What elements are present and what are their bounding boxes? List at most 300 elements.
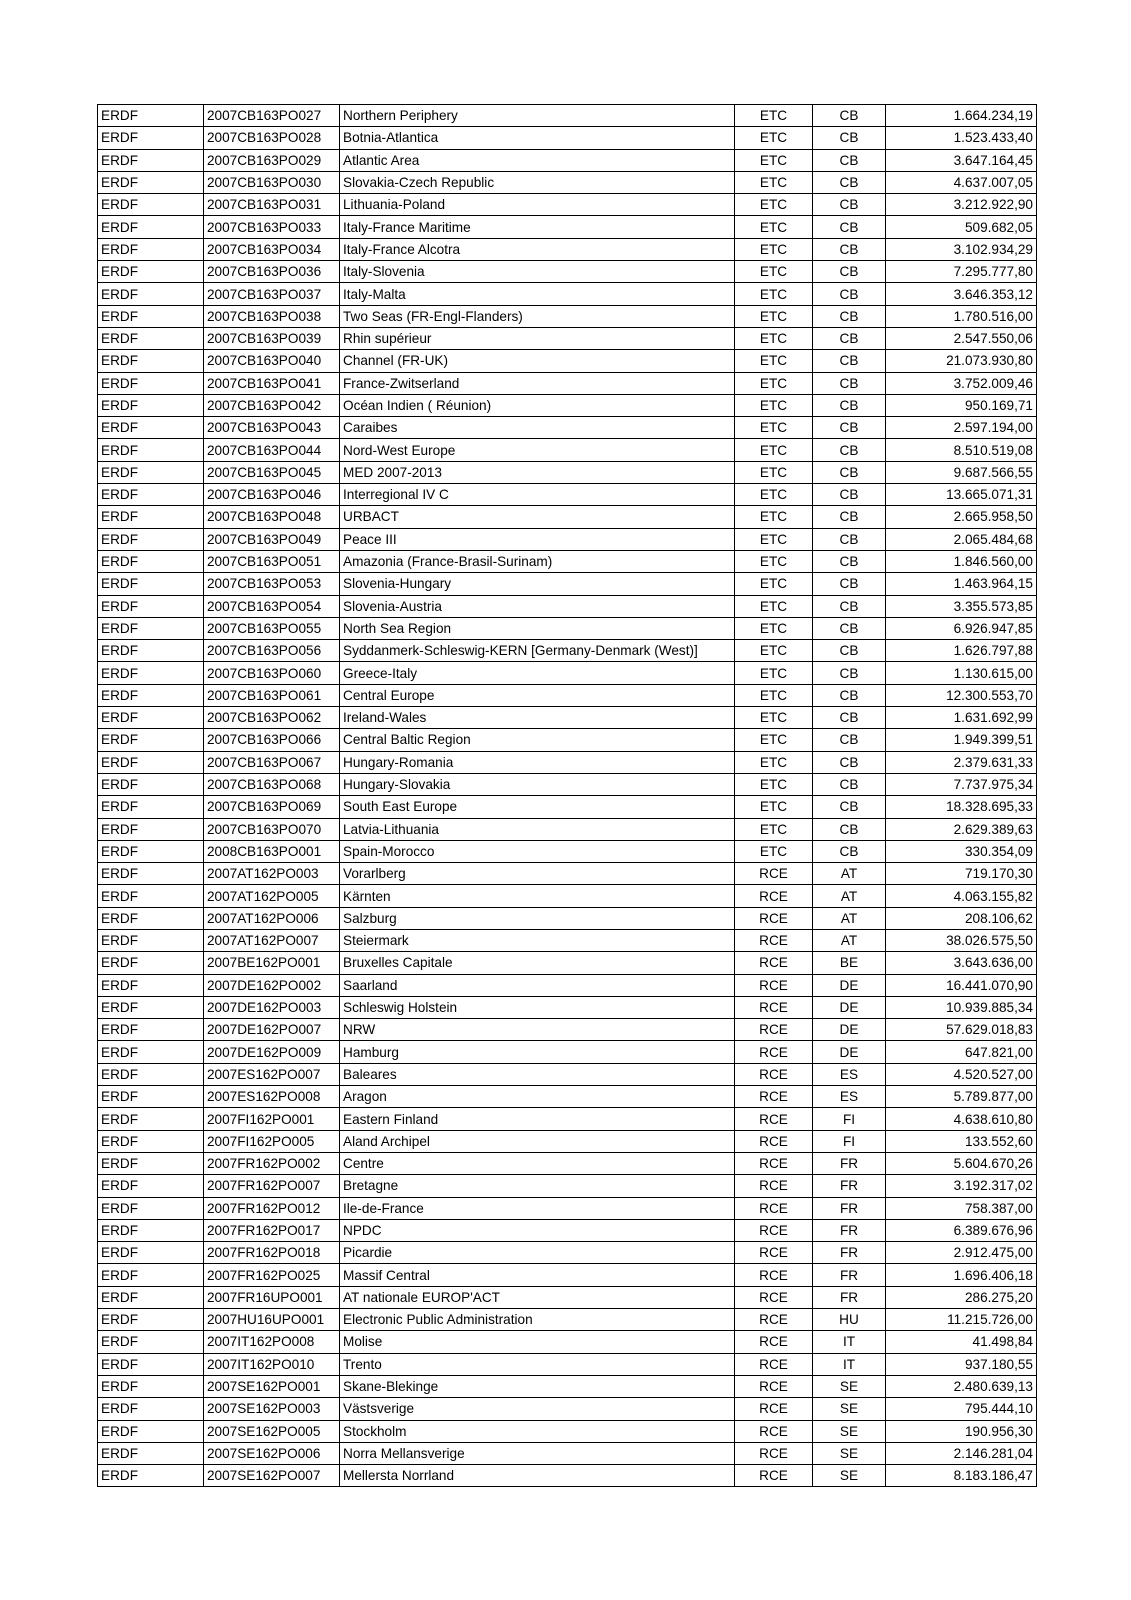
fund-cell: ERDF	[98, 171, 204, 193]
programme-code-cell: 2007CB163PO066	[204, 729, 340, 751]
fund-cell: ERDF	[98, 929, 204, 951]
table-row	[98, 1465, 1037, 1487]
table-row	[98, 238, 1037, 260]
table-row	[98, 707, 1037, 729]
objective-cell: RCE	[735, 1041, 813, 1063]
objective-cell: RCE	[735, 1331, 813, 1353]
programme-code-cell: 2007CB163PO060	[204, 662, 340, 684]
amount-cell: 330.354,09	[886, 840, 1037, 862]
objective-cell: ETC	[735, 417, 813, 439]
fund-cell: ERDF	[98, 885, 204, 907]
programme-code-cell: 2007FR162PO002	[204, 1152, 340, 1174]
programme-name-cell: Interregional IV C	[340, 484, 735, 506]
fund-cell: ERDF	[98, 149, 204, 171]
programme-code-cell: 2007CB163PO068	[204, 773, 340, 795]
amount-cell: 937.180,55	[886, 1353, 1037, 1375]
fund-cell: ERDF	[98, 528, 204, 550]
member-state-cell: CB	[813, 350, 886, 372]
programme-name-cell: Ile-de-France	[340, 1197, 735, 1219]
amount-cell: 1.463.964,15	[886, 573, 1037, 595]
programme-name-cell: Rhin supérieur	[340, 327, 735, 349]
fund-cell: ERDF	[98, 305, 204, 327]
programme-name-cell: North Sea Region	[340, 617, 735, 639]
programme-code-cell: 2007ES162PO008	[204, 1086, 340, 1108]
fund-cell: ERDF	[98, 506, 204, 528]
member-state-cell: CB	[813, 528, 886, 550]
fund-cell: ERDF	[98, 662, 204, 684]
amount-cell: 3.752.009,46	[886, 372, 1037, 394]
fund-cell: ERDF	[98, 261, 204, 283]
member-state-cell: AT	[813, 863, 886, 885]
programme-code-cell: 2007CB163PO044	[204, 439, 340, 461]
programme-code-cell: 2007CB163PO061	[204, 684, 340, 706]
programme-name-cell: Electronic Public Administration	[340, 1309, 735, 1331]
table-row	[98, 105, 1037, 127]
programme-name-cell: Norra Mellansverige	[340, 1442, 735, 1464]
fund-cell: ERDF	[98, 796, 204, 818]
amount-cell: 7.737.975,34	[886, 773, 1037, 795]
table-row	[98, 617, 1037, 639]
programme-name-cell: Amazonia (France-Brasil-Surinam)	[340, 550, 735, 572]
fund-cell: ERDF	[98, 1442, 204, 1464]
amount-cell: 1.626.797,88	[886, 640, 1037, 662]
programme-name-cell: Bretagne	[340, 1175, 735, 1197]
fund-cell: ERDF	[98, 461, 204, 483]
programme-code-cell: 2007CB163PO043	[204, 417, 340, 439]
programme-code-cell: 2007CB163PO062	[204, 707, 340, 729]
fund-cell: ERDF	[98, 573, 204, 595]
objective-cell: RCE	[735, 1019, 813, 1041]
programme-name-cell: Central Baltic Region	[340, 729, 735, 751]
amount-cell: 133.552,60	[886, 1130, 1037, 1152]
programme-code-cell: 2007ES162PO007	[204, 1063, 340, 1085]
objective-cell: ETC	[735, 818, 813, 840]
member-state-cell: FI	[813, 1108, 886, 1130]
objective-cell: ETC	[735, 484, 813, 506]
amount-cell: 1.846.560,00	[886, 550, 1037, 572]
fund-cell: ERDF	[98, 216, 204, 238]
table-row	[98, 1420, 1037, 1442]
fund-cell: ERDF	[98, 439, 204, 461]
objective-cell: ETC	[735, 729, 813, 751]
amount-cell: 10.939.885,34	[886, 996, 1037, 1018]
table-row	[98, 283, 1037, 305]
amount-cell: 7.295.777,80	[886, 261, 1037, 283]
objective-cell: ETC	[735, 439, 813, 461]
programme-name-cell: NPDC	[340, 1219, 735, 1241]
fund-cell: ERDF	[98, 484, 204, 506]
objective-cell: RCE	[735, 996, 813, 1018]
programme-code-cell: 2007CB163PO029	[204, 149, 340, 171]
programme-name-cell: Latvia-Lithuania	[340, 818, 735, 840]
amount-cell: 190.956,30	[886, 1420, 1037, 1442]
fund-cell: ERDF	[98, 372, 204, 394]
programme-name-cell: Baleares	[340, 1063, 735, 1085]
objective-cell: ETC	[735, 105, 813, 127]
member-state-cell: SE	[813, 1375, 886, 1397]
fund-cell: ERDF	[98, 327, 204, 349]
member-state-cell: HU	[813, 1309, 886, 1331]
amount-cell: 3.643.636,00	[886, 952, 1037, 974]
objective-cell: RCE	[735, 1465, 813, 1487]
objective-cell: RCE	[735, 1442, 813, 1464]
member-state-cell: CB	[813, 261, 886, 283]
table-row	[98, 573, 1037, 595]
programme-code-cell: 2007FR162PO025	[204, 1264, 340, 1286]
table-row	[98, 1353, 1037, 1375]
programme-name-cell: Two Seas (FR-Engl-Flanders)	[340, 305, 735, 327]
programme-code-cell: 2007CB163PO027	[204, 105, 340, 127]
programme-name-cell: Vorarlberg	[340, 863, 735, 885]
programme-name-cell: Botnia-Atlantica	[340, 127, 735, 149]
programme-name-cell: Océan Indien ( Réunion)	[340, 394, 735, 416]
programme-code-cell: 2007DE162PO003	[204, 996, 340, 1018]
member-state-cell: DE	[813, 996, 886, 1018]
objective-cell: RCE	[735, 1242, 813, 1264]
programme-code-cell: 2007CB163PO056	[204, 640, 340, 662]
table-row	[98, 1286, 1037, 1308]
objective-cell: ETC	[735, 617, 813, 639]
programme-code-cell: 2007FR162PO018	[204, 1242, 340, 1264]
amount-cell: 16.441.070,90	[886, 974, 1037, 996]
programme-code-cell: 2007SE162PO007	[204, 1465, 340, 1487]
fund-cell: ERDF	[98, 751, 204, 773]
objective-cell: ETC	[735, 149, 813, 171]
table-row	[98, 372, 1037, 394]
objective-cell: ETC	[735, 573, 813, 595]
amount-cell: 8.510.519,08	[886, 439, 1037, 461]
programme-code-cell: 2007CB163PO042	[204, 394, 340, 416]
table-row	[98, 684, 1037, 706]
fund-cell: ERDF	[98, 127, 204, 149]
member-state-cell: CB	[813, 305, 886, 327]
table-row	[98, 506, 1037, 528]
member-state-cell: FR	[813, 1219, 886, 1241]
fund-cell: ERDF	[98, 350, 204, 372]
amount-cell: 3.212.922,90	[886, 194, 1037, 216]
objective-cell: ETC	[735, 372, 813, 394]
fund-cell: ERDF	[98, 105, 204, 127]
table-row	[98, 1242, 1037, 1264]
table-row	[98, 1063, 1037, 1085]
programme-code-cell: 2007AT162PO007	[204, 929, 340, 951]
table-row	[98, 974, 1037, 996]
fund-cell: ERDF	[98, 194, 204, 216]
programme-name-cell: Västsverige	[340, 1398, 735, 1420]
table-row	[98, 528, 1037, 550]
programme-name-cell: Greece-Italy	[340, 662, 735, 684]
objective-cell: RCE	[735, 907, 813, 929]
programme-name-cell: Slovakia-Czech Republic	[340, 171, 735, 193]
amount-cell: 6.389.676,96	[886, 1219, 1037, 1241]
amount-cell: 4.638.610,80	[886, 1108, 1037, 1130]
table-row	[98, 417, 1037, 439]
programme-code-cell: 2007CB163PO069	[204, 796, 340, 818]
member-state-cell: CB	[813, 105, 886, 127]
table-row	[98, 929, 1037, 951]
table-row	[98, 595, 1037, 617]
fund-cell: ERDF	[98, 1063, 204, 1085]
member-state-cell: DE	[813, 1041, 886, 1063]
member-state-cell: CB	[813, 640, 886, 662]
programme-code-cell: 2007FR162PO007	[204, 1175, 340, 1197]
amount-cell: 38.026.575,50	[886, 929, 1037, 951]
amount-cell: 5.789.877,00	[886, 1086, 1037, 1108]
programme-code-cell: 2007CB163PO031	[204, 194, 340, 216]
amount-cell: 2.480.639,13	[886, 1375, 1037, 1397]
amount-cell: 3.647.164,45	[886, 149, 1037, 171]
member-state-cell: CB	[813, 506, 886, 528]
table-row	[98, 484, 1037, 506]
programme-name-cell: Italy-France Alcotra	[340, 238, 735, 260]
member-state-cell: CB	[813, 149, 886, 171]
table-row	[98, 796, 1037, 818]
programme-code-cell: 2007CB163PO055	[204, 617, 340, 639]
programme-code-cell: 2007IT162PO008	[204, 1331, 340, 1353]
table-row	[98, 1108, 1037, 1130]
objective-cell: ETC	[735, 216, 813, 238]
table-row	[98, 439, 1037, 461]
amount-cell: 950.169,71	[886, 394, 1037, 416]
member-state-cell: IT	[813, 1331, 886, 1353]
table-row	[98, 216, 1037, 238]
fund-cell: ERDF	[98, 1465, 204, 1487]
amount-cell: 2.065.484,68	[886, 528, 1037, 550]
fund-cell: ERDF	[98, 1309, 204, 1331]
programme-code-cell: 2007DE162PO009	[204, 1041, 340, 1063]
programme-name-cell: Trento	[340, 1353, 735, 1375]
table-row	[98, 1398, 1037, 1420]
table-row	[98, 1152, 1037, 1174]
amount-cell: 208.106,62	[886, 907, 1037, 929]
amount-cell: 2.597.194,00	[886, 417, 1037, 439]
table-row	[98, 149, 1037, 171]
objective-cell: RCE	[735, 1309, 813, 1331]
amount-cell: 286.275,20	[886, 1286, 1037, 1308]
member-state-cell: CB	[813, 729, 886, 751]
objective-cell: RCE	[735, 1130, 813, 1152]
amount-cell: 719.170,30	[886, 863, 1037, 885]
programme-name-cell: Channel (FR-UK)	[340, 350, 735, 372]
member-state-cell: CB	[813, 417, 886, 439]
member-state-cell: CB	[813, 327, 886, 349]
table-row	[98, 461, 1037, 483]
table-row	[98, 305, 1037, 327]
amount-cell: 3.102.934,29	[886, 238, 1037, 260]
member-state-cell: ES	[813, 1086, 886, 1108]
table-row	[98, 729, 1037, 751]
fund-cell: ERDF	[98, 773, 204, 795]
amount-cell: 13.665.071,31	[886, 484, 1037, 506]
member-state-cell: FR	[813, 1286, 886, 1308]
programme-code-cell: 2007SE162PO003	[204, 1398, 340, 1420]
programme-code-cell: 2007CB163PO028	[204, 127, 340, 149]
amount-cell: 1.780.516,00	[886, 305, 1037, 327]
member-state-cell: CB	[813, 238, 886, 260]
programme-name-cell: Saarland	[340, 974, 735, 996]
fund-cell: ERDF	[98, 1086, 204, 1108]
programme-code-cell: 2007CB163PO034	[204, 238, 340, 260]
objective-cell: RCE	[735, 1219, 813, 1241]
programme-name-cell: Nord-West Europe	[340, 439, 735, 461]
table-row	[98, 1331, 1037, 1353]
fund-cell: ERDF	[98, 1197, 204, 1219]
member-state-cell: CB	[813, 171, 886, 193]
fund-cell: ERDF	[98, 907, 204, 929]
table-row	[98, 1019, 1037, 1041]
table-row	[98, 1086, 1037, 1108]
fund-cell: ERDF	[98, 840, 204, 862]
fund-cell: ERDF	[98, 1375, 204, 1397]
table-row	[98, 1041, 1037, 1063]
programme-name-cell: Molise	[340, 1331, 735, 1353]
table-row	[98, 1219, 1037, 1241]
programme-code-cell: 2007FR16UPO001	[204, 1286, 340, 1308]
objective-cell: ETC	[735, 840, 813, 862]
table-row	[98, 751, 1037, 773]
objective-cell: ETC	[735, 751, 813, 773]
programme-name-cell: Northern Periphery	[340, 105, 735, 127]
amount-cell: 2.146.281,04	[886, 1442, 1037, 1464]
fund-cell: ERDF	[98, 684, 204, 706]
fund-cell: ERDF	[98, 1175, 204, 1197]
table-row	[98, 1442, 1037, 1464]
objective-cell: RCE	[735, 974, 813, 996]
programme-name-cell: Peace III	[340, 528, 735, 550]
amount-cell: 1.631.692,99	[886, 707, 1037, 729]
objective-cell: RCE	[735, 1175, 813, 1197]
programme-code-cell: 2007CB163PO040	[204, 350, 340, 372]
member-state-cell: CB	[813, 684, 886, 706]
programme-code-cell: 2007CB163PO033	[204, 216, 340, 238]
programme-code-cell: 2007CB163PO051	[204, 550, 340, 572]
fund-cell: ERDF	[98, 818, 204, 840]
amount-cell: 21.073.930,80	[886, 350, 1037, 372]
table-body	[98, 105, 1037, 1487]
objective-cell: ETC	[735, 461, 813, 483]
amount-cell: 5.604.670,26	[886, 1152, 1037, 1174]
objective-cell: RCE	[735, 1375, 813, 1397]
programme-code-cell: 2007AT162PO005	[204, 885, 340, 907]
programme-code-cell: 2007CB163PO045	[204, 461, 340, 483]
table-row	[98, 662, 1037, 684]
table-row	[98, 996, 1037, 1018]
table-row	[98, 1375, 1037, 1397]
programme-code-cell: 2007CB163PO070	[204, 818, 340, 840]
amount-cell: 41.498,84	[886, 1331, 1037, 1353]
amount-cell: 18.328.695,33	[886, 796, 1037, 818]
programme-name-cell: Centre	[340, 1152, 735, 1174]
objective-cell: ETC	[735, 528, 813, 550]
programme-code-cell: 2007FR162PO017	[204, 1219, 340, 1241]
member-state-cell: FR	[813, 1264, 886, 1286]
objective-cell: RCE	[735, 1086, 813, 1108]
fund-cell: ERDF	[98, 974, 204, 996]
fund-cell: ERDF	[98, 1331, 204, 1353]
fund-cell: ERDF	[98, 1286, 204, 1308]
programme-name-cell: MED 2007-2013	[340, 461, 735, 483]
member-state-cell: SE	[813, 1398, 886, 1420]
programme-code-cell: 2007FI162PO001	[204, 1108, 340, 1130]
amount-cell: 3.192.317,02	[886, 1175, 1037, 1197]
programme-name-cell: Caraibes	[340, 417, 735, 439]
programme-code-cell: 2007FR162PO012	[204, 1197, 340, 1219]
objective-cell: RCE	[735, 1063, 813, 1085]
fund-cell: ERDF	[98, 863, 204, 885]
member-state-cell: DE	[813, 974, 886, 996]
objective-cell: RCE	[735, 1420, 813, 1442]
programme-name-cell: Hungary-Slovakia	[340, 773, 735, 795]
member-state-cell: FR	[813, 1242, 886, 1264]
amount-cell: 3.646.353,12	[886, 283, 1037, 305]
member-state-cell: CB	[813, 573, 886, 595]
table-row	[98, 171, 1037, 193]
objective-cell: ETC	[735, 127, 813, 149]
amount-cell: 2.379.631,33	[886, 751, 1037, 773]
table-row	[98, 261, 1037, 283]
objective-cell: ETC	[735, 595, 813, 617]
amount-cell: 1.523.433,40	[886, 127, 1037, 149]
programme-name-cell: South East Europe	[340, 796, 735, 818]
programme-code-cell: 2007SE162PO001	[204, 1375, 340, 1397]
table-row	[98, 327, 1037, 349]
programme-name-cell: Hungary-Romania	[340, 751, 735, 773]
table-row	[98, 550, 1037, 572]
fund-cell: ERDF	[98, 1219, 204, 1241]
member-state-cell: AT	[813, 885, 886, 907]
objective-cell: ETC	[735, 662, 813, 684]
programme-name-cell: Mellersta Norrland	[340, 1465, 735, 1487]
programme-name-cell: Spain-Morocco	[340, 840, 735, 862]
fund-cell: ERDF	[98, 283, 204, 305]
programme-name-cell: Massif Central	[340, 1264, 735, 1286]
programme-code-cell: 2007HU16UPO001	[204, 1309, 340, 1331]
fund-cell: ERDF	[98, 707, 204, 729]
table-row	[98, 952, 1037, 974]
objective-cell: ETC	[735, 506, 813, 528]
member-state-cell: CB	[813, 751, 886, 773]
fund-cell: ERDF	[98, 417, 204, 439]
objective-cell: ETC	[735, 238, 813, 260]
amount-cell: 1.949.399,51	[886, 729, 1037, 751]
programme-name-cell: Ireland-Wales	[340, 707, 735, 729]
table-row	[98, 863, 1037, 885]
programme-code-cell: 2007DE162PO007	[204, 1019, 340, 1041]
amount-cell: 1.696.406,18	[886, 1264, 1037, 1286]
amount-cell: 509.682,05	[886, 216, 1037, 238]
fund-cell: ERDF	[98, 1152, 204, 1174]
objective-cell: ETC	[735, 796, 813, 818]
member-state-cell: CB	[813, 439, 886, 461]
objective-cell: ETC	[735, 261, 813, 283]
member-state-cell: CB	[813, 283, 886, 305]
programme-code-cell: 2007BE162PO001	[204, 952, 340, 974]
objective-cell: ETC	[735, 394, 813, 416]
fund-cell: ERDF	[98, 1398, 204, 1420]
table-row	[98, 640, 1037, 662]
amount-cell: 2.665.958,50	[886, 506, 1037, 528]
programme-table-container	[97, 104, 1036, 1487]
programme-name-cell: Italy-France Maritime	[340, 216, 735, 238]
fund-cell: ERDF	[98, 640, 204, 662]
fund-cell: ERDF	[98, 1242, 204, 1264]
programme-name-cell: Central Europe	[340, 684, 735, 706]
programme-name-cell: Atlantic Area	[340, 149, 735, 171]
programme-code-cell: 2007CB163PO049	[204, 528, 340, 550]
programme-code-cell: 2007IT162PO010	[204, 1353, 340, 1375]
member-state-cell: IT	[813, 1353, 886, 1375]
amount-cell: 12.300.553,70	[886, 684, 1037, 706]
